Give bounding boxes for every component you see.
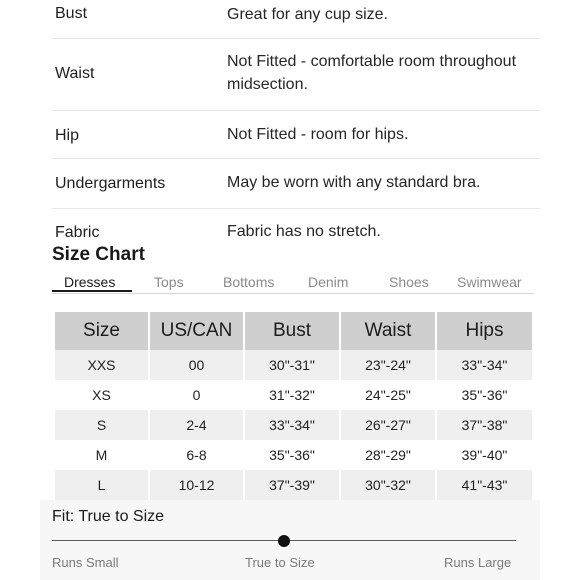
active-tab-indicator bbox=[52, 290, 132, 292]
table-cell: 39"-40" bbox=[437, 440, 532, 470]
detail-value: Fabric has no stretch. bbox=[227, 223, 381, 240]
fit-details bbox=[52, 0, 540, 249]
table-cell: 37"-39" bbox=[245, 470, 339, 500]
tab-swimwear[interactable]: Swimwear bbox=[457, 274, 522, 290]
column-header-us-can: US/CAN bbox=[150, 312, 243, 350]
table-cell: 33"-34" bbox=[245, 410, 339, 440]
table-cell: 31"-32" bbox=[245, 380, 339, 410]
table-row bbox=[55, 470, 532, 500]
size-chart-title: Size Chart bbox=[52, 244, 145, 265]
table-cell: 35"-36" bbox=[245, 440, 339, 470]
tab-denim[interactable]: Denim bbox=[308, 274, 349, 290]
detail-value: Not Fitted - room for hips. bbox=[227, 126, 409, 143]
detail-value: Great for any cup size. bbox=[227, 6, 388, 23]
column-header-size: Size bbox=[55, 312, 148, 350]
detail-label: Undergarments bbox=[55, 175, 166, 192]
tab-dresses[interactable]: Dresses bbox=[64, 274, 116, 290]
table-cell: S bbox=[55, 410, 148, 440]
table-cell: 23"-24" bbox=[341, 350, 435, 380]
table-cell: 0 bbox=[150, 380, 243, 410]
detail-row-hip bbox=[52, 111, 540, 159]
column-header-waist: Waist bbox=[341, 312, 435, 350]
table-cell: M bbox=[55, 440, 148, 470]
table-cell: 24"-25" bbox=[341, 380, 435, 410]
table-row bbox=[55, 410, 532, 440]
detail-row-waist bbox=[52, 39, 540, 111]
tab-bottoms[interactable]: Bottoms bbox=[223, 274, 275, 290]
table-cell: 30"-31" bbox=[245, 350, 339, 380]
table-header-row bbox=[55, 312, 532, 350]
detail-row-bust bbox=[52, 0, 540, 39]
detail-row-fabric bbox=[52, 209, 540, 249]
fit-scale-title: Fit: True to Size bbox=[52, 508, 165, 525]
table-cell: 35"-36" bbox=[437, 380, 532, 410]
table-cell: 37"-38" bbox=[437, 410, 532, 440]
table-cell: 28"-29" bbox=[341, 440, 435, 470]
table-cell: XS bbox=[55, 380, 148, 410]
tab-shoes[interactable]: Shoes bbox=[389, 274, 429, 290]
detail-value: Not Fitted - comfortable room throughout midsection. bbox=[227, 53, 517, 93]
table-cell: 6-8 bbox=[150, 440, 243, 470]
table-row bbox=[55, 350, 532, 380]
detail-row-undergarments bbox=[52, 159, 540, 209]
detail-label: Waist bbox=[55, 65, 95, 82]
detail-label: Hip bbox=[55, 127, 80, 144]
table-cell: 41"-43" bbox=[437, 470, 532, 500]
table-cell: 10-12 bbox=[150, 470, 243, 500]
detail-label: Fabric bbox=[55, 224, 100, 241]
table-cell: 33"-34" bbox=[437, 350, 532, 380]
table-cell: 30"-32" bbox=[341, 470, 435, 500]
table-cell: 26"-27" bbox=[341, 410, 435, 440]
column-header-hips: Hips bbox=[437, 312, 532, 350]
size-chart-table bbox=[53, 312, 534, 500]
table-cell: XXS bbox=[55, 350, 148, 380]
table-cell: L bbox=[55, 470, 148, 500]
fit-label-true-to-size: True to Size bbox=[245, 555, 315, 570]
table-cell: 2-4 bbox=[150, 410, 243, 440]
table-cell: 00 bbox=[150, 350, 243, 380]
detail-label: Bust bbox=[55, 5, 88, 22]
fit-label-runs-large: Runs Large bbox=[444, 555, 512, 570]
column-header-bust: Bust bbox=[245, 312, 339, 350]
fit-scale-marker bbox=[278, 535, 290, 547]
table-row bbox=[55, 440, 532, 470]
detail-value: May be worn with any standard bra. bbox=[227, 174, 481, 191]
tab-tops[interactable]: Tops bbox=[154, 274, 184, 290]
fit-label-runs-small: Runs Small bbox=[52, 555, 119, 570]
size-chart-tabs bbox=[52, 271, 534, 294]
table-row bbox=[55, 380, 532, 410]
